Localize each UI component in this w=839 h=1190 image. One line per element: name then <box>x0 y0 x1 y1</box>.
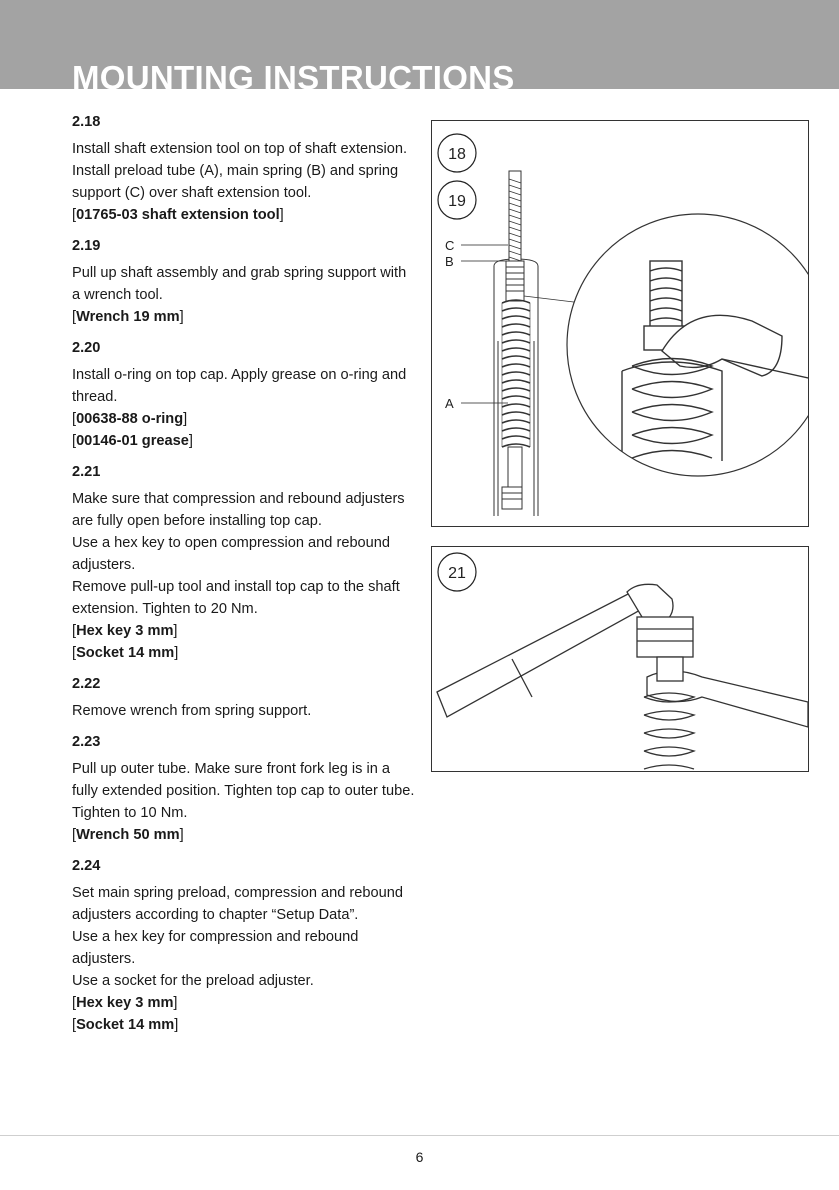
tool-reference: [Socket 14 mm] <box>72 645 179 661</box>
tool-reference: [Hex key 3 mm] <box>72 623 178 639</box>
step-text: Use a hex key for compression and rebound adjusters. <box>72 929 359 967</box>
zoom-detail <box>567 214 808 476</box>
step-text: Use a socket for the preload adjuster. <box>72 973 314 989</box>
step-2-21 <box>72 461 417 664</box>
step-number: 2.21 <box>72 464 101 480</box>
step-2-19 <box>72 235 417 328</box>
tool-name: Wrench 50 mm <box>76 827 180 843</box>
tool-name: Socket 14 mm <box>76 645 175 661</box>
step-text: Install preload tube (A), main spring (B) and spring support (C) over shaft extension tool. <box>72 163 399 201</box>
step-text: Use a hex key to open compression and rebound adjusters. <box>72 535 391 573</box>
label-c: C <box>445 238 455 253</box>
step-text: Pull up shaft assembly and grab spring support with a wrench tool. <box>72 265 407 303</box>
tool-name: 00638-88 o-ring <box>76 411 184 427</box>
step-2-23 <box>72 731 417 846</box>
tool-reference: [01765-03 shaft extension tool] <box>72 207 284 223</box>
callout-18-label: 18 <box>448 146 466 163</box>
step-number: 2.24 <box>72 858 101 874</box>
fork-assembly-drawing <box>494 171 538 516</box>
tool-reference: [00146-01 grease] <box>72 433 193 449</box>
step-2-18 <box>72 111 417 226</box>
torque-wrench-drawing <box>437 584 808 769</box>
tool-reference: [Wrench 50 mm] <box>72 827 184 843</box>
page-header <box>0 0 839 89</box>
figure-18-19 <box>431 120 809 527</box>
step-number: 2.22 <box>72 676 101 692</box>
step-text: Pull up outer tube. Make sure front fork leg is in a fully extended position. Tighten top cap to outer tube. Tighten to 10 Nm. <box>72 761 415 821</box>
footer-divider <box>0 1135 839 1136</box>
callout-18 <box>438 134 476 172</box>
step-2-20 <box>72 337 417 452</box>
page-number: 6 <box>415 1149 424 1165</box>
callout-21 <box>438 553 476 591</box>
step-2-22 <box>72 673 417 722</box>
tool-reference: [Hex key 3 mm] <box>72 995 178 1011</box>
tool-name: Socket 14 mm <box>76 1017 175 1033</box>
page-title: MOUNTING INSTRUCTIONS <box>72 59 515 89</box>
tool-reference: [Wrench 19 mm] <box>72 309 184 325</box>
step-2-24 <box>72 855 417 1036</box>
instructions-column <box>72 111 417 1045</box>
label-b: B <box>445 254 454 269</box>
step-text: Install shaft extension tool on top of shaft extension. <box>72 141 408 157</box>
step-number: 2.23 <box>72 734 101 750</box>
step-number: 2.20 <box>72 340 101 356</box>
step-text: Remove pull-up tool and install top cap to the shaft extension. Tighten to 20 Nm. <box>72 579 400 617</box>
step-number: 2.18 <box>72 114 101 130</box>
step-text: Remove wrench from spring support. <box>72 703 312 719</box>
step-text: Set main spring preload, compression and rebound adjusters according to chapter “Setup Data”. <box>72 885 403 923</box>
tool-reference: [Socket 14 mm] <box>72 1017 179 1033</box>
callout-21-label: 21 <box>448 565 466 582</box>
step-number: 2.19 <box>72 238 101 254</box>
tool-reference: [00638-88 o-ring] <box>72 411 188 427</box>
step-text: Install o-ring on top cap. Apply grease on o-ring and thread. <box>72 367 407 405</box>
callout-19-label: 19 <box>448 193 466 210</box>
tool-name: 01765-03 shaft extension tool <box>76 207 280 223</box>
tool-name: Hex key 3 mm <box>76 623 174 639</box>
tool-name: Hex key 3 mm <box>76 995 174 1011</box>
label-a: A <box>445 396 454 411</box>
figure-21 <box>431 546 809 772</box>
tool-name: Wrench 19 mm <box>76 309 180 325</box>
step-text: Make sure that compression and rebound adjusters are fully open before installing top cap. <box>72 491 405 529</box>
callout-19 <box>438 181 476 219</box>
tool-name: 00146-01 grease <box>76 433 189 449</box>
